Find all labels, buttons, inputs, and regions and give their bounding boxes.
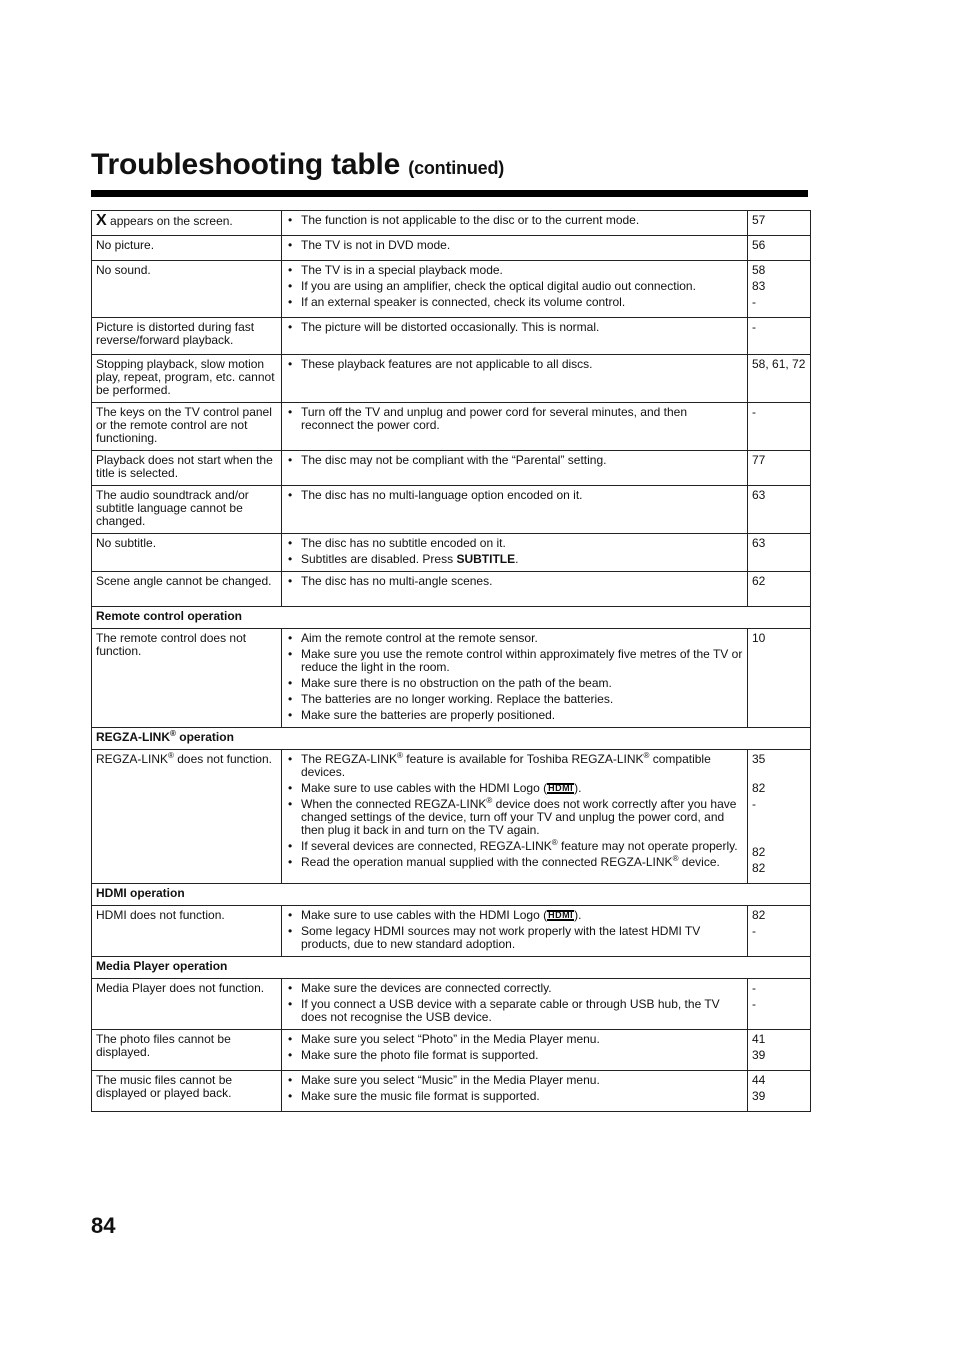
cause-item: • Some legacy HDMI sources may not work properly with the latest HDMI TV products, due to new standard adoption. bbox=[286, 925, 743, 951]
cause-item: • The batteries are no longer working. Replace the batteries. bbox=[286, 693, 743, 706]
page-cell bbox=[748, 236, 811, 261]
problem-cell bbox=[92, 211, 282, 236]
cause-text: compatible devices. bbox=[301, 752, 711, 779]
cause-item: • Turn off the TV and unplug and power cord for several minutes, and then reconnect the power cord. bbox=[286, 406, 743, 432]
hdmi-logo-icon: HDMI bbox=[548, 783, 574, 793]
page-ref: 77 bbox=[752, 453, 766, 467]
cause-text: Subtitles are disabled. Press bbox=[301, 552, 454, 566]
cause-item: • Make sure you use the remote control within approximately five metres of the TV or reduce the light in the room. bbox=[286, 648, 743, 674]
page-ref: 82 bbox=[752, 908, 766, 922]
cause-cell bbox=[282, 534, 748, 572]
page-cell bbox=[748, 1030, 811, 1071]
cause-item: • Make sure there is no obstruction on the path of the beam. bbox=[286, 677, 743, 690]
cause-item: • Make sure the photo file format is supported. bbox=[286, 1049, 743, 1062]
section-row bbox=[92, 884, 811, 906]
cause-text: Make sure to use cables with the HDMI Logo ( bbox=[301, 781, 548, 795]
section-heading-media: Media Player operation bbox=[92, 957, 811, 979]
title-rule bbox=[91, 190, 808, 197]
cause-item: • The TV is not in DVD mode. bbox=[286, 239, 743, 252]
table-row bbox=[92, 261, 811, 318]
problem-cell: Stopping playback, slow motion play, repeat, program, etc. cannot be performed. bbox=[92, 355, 282, 403]
registered-mark: ® bbox=[397, 751, 403, 760]
problem-cell: Media Player does not function. bbox=[92, 979, 282, 1030]
cause-cell bbox=[282, 1071, 748, 1112]
cause-text: Read the operation manual supplied with the connected REGZA-LINK bbox=[301, 855, 673, 869]
cause-item bbox=[286, 909, 743, 922]
cause-cell bbox=[282, 403, 748, 451]
cause-item: • Make sure the music file format is supported. bbox=[286, 1090, 743, 1103]
page-ref: - bbox=[752, 924, 756, 938]
page-title bbox=[91, 146, 504, 187]
table-row bbox=[92, 534, 811, 572]
cause-cell bbox=[282, 486, 748, 534]
problem-text: REGZA-LINK bbox=[96, 752, 169, 766]
table-row bbox=[92, 979, 811, 1030]
page-ref: - bbox=[752, 320, 756, 334]
problem-cell: Picture is distorted during fast reverse/forward playback. bbox=[92, 318, 282, 355]
cause-item bbox=[286, 782, 743, 795]
cause-text: ). bbox=[574, 781, 582, 795]
page-cell bbox=[748, 750, 811, 884]
page-cell bbox=[748, 629, 811, 728]
page-ref: 35 bbox=[752, 752, 766, 766]
page-ref: 39 bbox=[752, 1048, 766, 1062]
page-cell bbox=[748, 451, 811, 486]
table-row bbox=[92, 1030, 811, 1071]
table-row bbox=[92, 211, 811, 236]
problem-cell: HDMI does not function. bbox=[92, 906, 282, 957]
title-main: Troubleshooting table bbox=[91, 148, 401, 181]
cause-item: • The TV is in a special playback mode. bbox=[286, 264, 743, 277]
cause-item: • If you connect a USB device with a separate cable or through USB hub, the TV does not recognise the USB device. bbox=[286, 998, 743, 1024]
page-ref: 62 bbox=[752, 574, 766, 588]
problem-cell: Scene angle cannot be changed. bbox=[92, 572, 282, 607]
cause-cell bbox=[282, 629, 748, 728]
cause-item: • Make sure the devices are connected correctly. bbox=[286, 982, 743, 995]
table-row bbox=[92, 1071, 811, 1112]
section-heading-remote: Remote control operation bbox=[92, 607, 811, 629]
cause-cell bbox=[282, 236, 748, 261]
registered-mark: ® bbox=[168, 751, 174, 760]
table-row bbox=[92, 486, 811, 534]
cause-text: device does not work correctly after you have changed settings of the device, turn off your TV and unplug the power cord, and then plug it back in and turn on the TV again. bbox=[301, 797, 737, 837]
table-row bbox=[92, 750, 811, 884]
cause-text: ). bbox=[574, 908, 582, 922]
page-cell bbox=[748, 979, 811, 1030]
page-cell bbox=[748, 486, 811, 534]
cause-text: feature may not operate properly. bbox=[557, 839, 738, 853]
cause-item: • The picture will be distorted occasionally. This is normal. bbox=[286, 321, 743, 334]
page-ref: - bbox=[752, 295, 756, 309]
table-row bbox=[92, 355, 811, 403]
section-text: operation bbox=[175, 730, 234, 744]
cause-cell bbox=[282, 355, 748, 403]
section-text: REGZA-LINK bbox=[96, 730, 170, 744]
registered-mark: ® bbox=[170, 729, 176, 738]
cause-cell bbox=[282, 261, 748, 318]
registered-mark: ® bbox=[643, 751, 650, 760]
page-ref: 82 bbox=[752, 781, 766, 795]
table-row bbox=[92, 403, 811, 451]
cause-item: • Make sure the batteries are properly positioned. bbox=[286, 709, 743, 722]
cause-cell bbox=[282, 979, 748, 1030]
registered-mark: ® bbox=[672, 854, 679, 863]
problem-cell: No sound. bbox=[92, 261, 282, 318]
page-ref: 41 bbox=[752, 1032, 766, 1046]
table-row bbox=[92, 318, 811, 355]
page-ref: - bbox=[752, 997, 756, 1011]
page-cell bbox=[748, 211, 811, 236]
page-cell bbox=[748, 403, 811, 451]
page-ref: 82 bbox=[752, 861, 766, 875]
cause-item: • The disc has no subtitle encoded on it. bbox=[286, 537, 743, 550]
cause-text: If several devices are connected, REGZA-LINK bbox=[301, 839, 552, 853]
table-row bbox=[92, 629, 811, 728]
section-row bbox=[92, 957, 811, 979]
cause-cell bbox=[282, 750, 748, 884]
page-ref: - bbox=[752, 405, 756, 419]
page-ref: 63 bbox=[752, 488, 766, 502]
cause-item: • Make sure you select “Photo” in the Media Player menu. bbox=[286, 1033, 743, 1046]
cause-item bbox=[286, 798, 743, 837]
cause-item: • The function is not applicable to the disc or to the current mode. bbox=[286, 214, 743, 227]
table-row bbox=[92, 236, 811, 261]
page-cell bbox=[748, 534, 811, 572]
section-heading-hdmi: HDMI operation bbox=[92, 884, 811, 906]
problem-cell bbox=[92, 750, 282, 884]
page-cell bbox=[748, 355, 811, 403]
problem-cell: The keys on the TV control panel or the remote control are not functioning. bbox=[92, 403, 282, 451]
cause-item: • The disc has no multi-angle scenes. bbox=[286, 575, 743, 588]
cause-item bbox=[286, 840, 743, 853]
page-ref: 10 bbox=[752, 631, 766, 645]
cause-cell bbox=[282, 1030, 748, 1071]
cause-item bbox=[286, 856, 743, 869]
x-symbol: X bbox=[96, 212, 107, 229]
cause-cell bbox=[282, 451, 748, 486]
page-cell bbox=[748, 261, 811, 318]
page-cell bbox=[748, 906, 811, 957]
cause-item bbox=[286, 753, 743, 779]
cause-item: • The disc has no multi-language option encoded on it. bbox=[286, 489, 743, 502]
cause-item: • Aim the remote control at the remote sensor. bbox=[286, 632, 743, 645]
cause-item: • Make sure you select “Music” in the Media Player menu. bbox=[286, 1074, 743, 1087]
cause-item: • If you are using an amplifier, check the optical digital audio out connection. bbox=[286, 280, 743, 293]
page-ref: 58 bbox=[752, 263, 766, 277]
table-row bbox=[92, 572, 811, 607]
page-ref: 83 bbox=[752, 279, 766, 293]
page-ref: 57 bbox=[752, 213, 766, 227]
page-ref: 58, 61, 72 bbox=[752, 357, 806, 371]
troubleshooting-table bbox=[91, 210, 811, 1112]
registered-mark: ® bbox=[551, 838, 558, 847]
cause-cell bbox=[282, 318, 748, 355]
page-ref: - bbox=[752, 981, 756, 995]
section-row bbox=[92, 607, 811, 629]
section-row bbox=[92, 728, 811, 750]
cause-text: When the connected REGZA-LINK bbox=[301, 797, 487, 811]
period: . bbox=[515, 552, 519, 566]
cause-item: • These playback features are not applicable to all discs. bbox=[286, 358, 743, 371]
page-ref: 63 bbox=[752, 536, 766, 550]
page-ref: 56 bbox=[752, 238, 766, 252]
page-ref: 44 bbox=[752, 1073, 766, 1087]
section-heading-regza bbox=[92, 728, 811, 750]
problem-cell: No picture. bbox=[92, 236, 282, 261]
table-row bbox=[92, 906, 811, 957]
cause-text: Make sure to use cables with the HDMI Logo ( bbox=[301, 908, 548, 922]
problem-cell: The remote control does not function. bbox=[92, 629, 282, 728]
cause-cell bbox=[282, 572, 748, 607]
problem-cell: The photo files cannot be displayed. bbox=[92, 1030, 282, 1071]
cause-cell bbox=[282, 211, 748, 236]
page-ref: 39 bbox=[752, 1089, 766, 1103]
page-ref: 82 bbox=[752, 845, 766, 859]
problem-cell: The music files cannot be displayed or played back. bbox=[92, 1071, 282, 1112]
subtitle-key: SUBTITLE bbox=[456, 552, 516, 566]
problem-cell: The audio soundtrack and/or subtitle language cannot be changed. bbox=[92, 486, 282, 534]
hdmi-logo-icon: HDMI bbox=[548, 910, 574, 920]
title-subtitle: (continued) bbox=[408, 158, 505, 178]
cause-item: • The disc may not be compliant with the “Parental” setting. bbox=[286, 454, 743, 467]
page-number: 84 bbox=[91, 1213, 116, 1238]
page-ref: - bbox=[752, 797, 756, 811]
cause-item bbox=[286, 553, 743, 566]
problem-cell: No subtitle. bbox=[92, 534, 282, 572]
cause-text: feature is available for Toshiba REGZA-LINK bbox=[402, 752, 644, 766]
cause-text: device. bbox=[678, 855, 720, 869]
problem-text: appears on the screen. bbox=[110, 214, 233, 228]
cause-cell bbox=[282, 906, 748, 957]
registered-mark: ® bbox=[486, 796, 493, 805]
cause-item: • If an external speaker is connected, check its volume control. bbox=[286, 296, 743, 309]
page-cell bbox=[748, 572, 811, 607]
problem-text: does not function. bbox=[173, 752, 272, 766]
page-cell bbox=[748, 1071, 811, 1112]
cause-text: The REGZA-LINK bbox=[301, 752, 398, 766]
problem-cell: Playback does not start when the title is selected. bbox=[92, 451, 282, 486]
table-row bbox=[92, 451, 811, 486]
page-cell bbox=[748, 318, 811, 355]
